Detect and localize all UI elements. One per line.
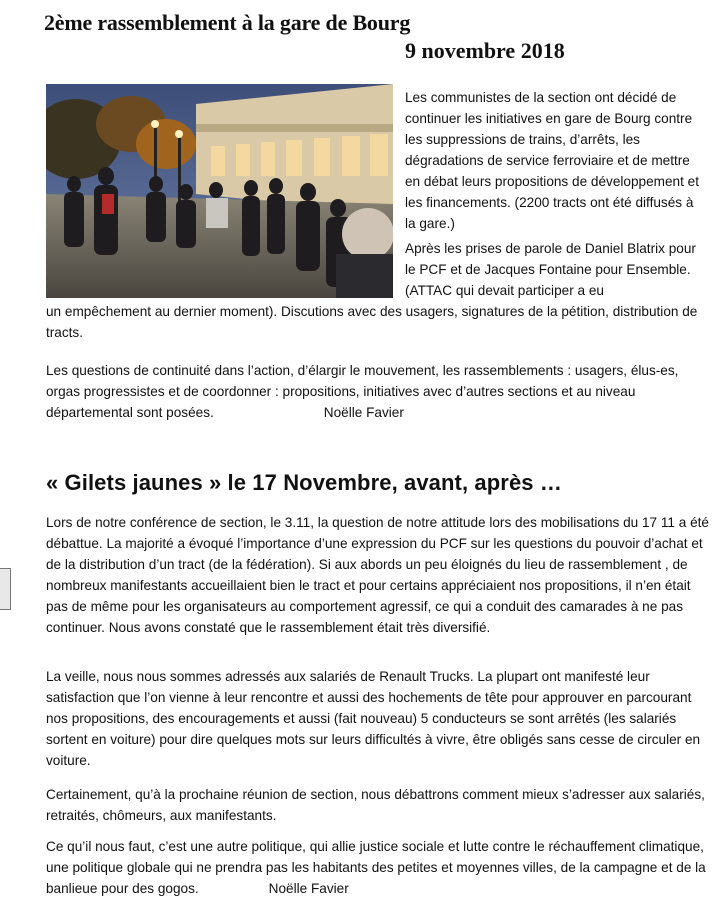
article2-paragraph4-text: Ce qu’il nous faut, c’est une autre politique, qui allie justice sociale et lutte contre le réchauffement climatique, une politique globale qui ne prendra pas les habitants des petites et moyennes villes, de la campagne et de la banlieue pour des gogos. <box>46 839 706 896</box>
article1-paragraph2-bottom: un empêchement au dernier moment). Discutions avec des usagers, signatures de la pétition, distribution de tracts. <box>46 304 698 340</box>
article1-title: 2ème rassemblement à la gare de Bourg <box>44 10 411 35</box>
article2-signature: Noëlle Favier <box>268 881 349 896</box>
rally-photo <box>46 84 393 298</box>
margin-marker <box>0 568 11 610</box>
article1-signature: Noëlle Favier <box>323 405 404 420</box>
article1-paragraph2-top: Après les prises de parole de Daniel Blatrix pour le PCF et de Jacques Fontaine pour Ensemble. (ATTAC qui devait participer a eu <box>405 241 696 298</box>
article2-paragraph4 <box>46 836 712 899</box>
article1-paragraph1: Les communistes de la section ont décidé de continuer les initiatives en gare de Bourg contre les suppressions de trains, d’arrêts, les dégradations de service ferroviaire et de mettre en débat leurs propositions de développement et les financements. (2200 tracts ont été diffusés à la gare.) <box>405 90 699 231</box>
article1-paragraph3 <box>46 360 711 423</box>
article2-paragraph3: Certainement, qu’à la prochaine réunion de section, nous débattrons comment mieux s’adresser aux salariés, retraités, chômeurs, aux manifestants. <box>46 787 705 823</box>
article1-paragraph3-text: Les questions de continuité dans l’action, d’élargir le mouvement, les rassemblements : usagers, élus-es, orgas progressistes et de coordonner : propositions, initiatives avec d’autres sections et au niveau départemental sont posées. <box>46 363 679 420</box>
article2-paragraph2: La veille, nous nous sommes adressés aux salariés de Renault Trucks. La plupart ont manifesté leur satisfaction que l’on vienne à leur rencontre et aussi des hochements de tête pour approuver en parcourant nos propositions, des encouragements et aussi (fait nouveau) 5 conducteurs se sont arrêtés (les salariés sortent en voiture) pour dire quelques mots sur leurs difficultés à vivre, être obligés sans cesse de circuler en voiture. <box>46 669 701 768</box>
article2-paragraph1: Lors de notre conférence de section, le 3.11, la question de notre attitude lors des mobilisations du 17 11 a été débattue. La majorité a évoqué l’importance d’une expression du PCF sur les questions du pouvoir d’achat et de la distribution d’un tract (de la fédération). Si aux abords un peu éloignés du lieu de rassemblement , de nombreux manifestants accueillaient bien le tract et pour certains appréciaient nos propositions, il n’en était pas de même pour les organisateurs au comportement agressif, ce qui a conduit des camarades à ne pas continuer. Nous avons constaté que le rassemblement était très diversifié. <box>46 515 709 635</box>
article1-date: 9 novembre 2018 <box>405 38 565 63</box>
article2-title: « Gilets jaunes » le 17 Novembre, avant, après … <box>46 470 562 495</box>
